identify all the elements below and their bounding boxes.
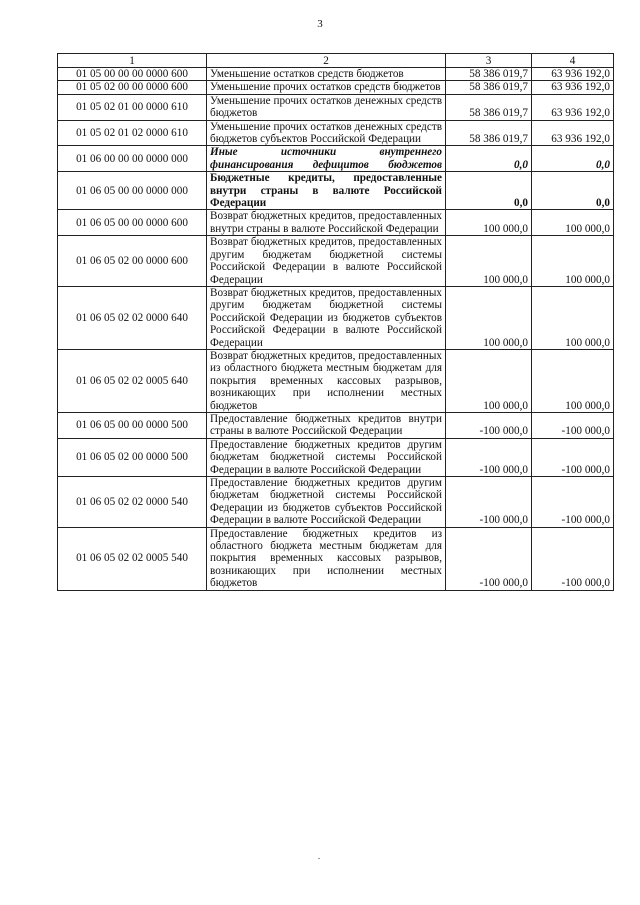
table-row (58, 210, 614, 236)
row-value-col3: 58 386 019,7 (446, 94, 532, 120)
budget-sources-table (57, 53, 614, 591)
row-code: 01 05 02 01 00 0000 610 (58, 94, 207, 120)
row-value-col3: 58 386 019,7 (446, 68, 532, 81)
table-row (58, 477, 614, 528)
row-value-col3: 58 386 019,7 (446, 81, 532, 94)
row-value-col4: 100 000,0 (532, 236, 614, 287)
header-col-2: 2 (207, 54, 446, 68)
row-value-col3: 100 000,0 (446, 286, 532, 349)
row-name: Уменьшение остатков средств бюджетов (207, 68, 446, 81)
row-name: Предоставление бюджетных кредитов другим бюджетам бюджетной системы Российской Федерации в валюте Российской Федерации (207, 438, 446, 476)
row-code: 01 06 05 00 00 0000 500 (58, 412, 207, 438)
row-code: 01 06 05 00 00 0000 000 (58, 172, 207, 210)
row-code: 01 06 05 02 02 0000 540 (58, 477, 207, 528)
row-name: Возврат бюджетных кредитов, предоставленных внутри страны в валюте Российской Федерации (207, 210, 446, 236)
row-value-col3: 100 000,0 (446, 349, 532, 412)
table-row (58, 172, 614, 210)
table-row (58, 527, 614, 590)
row-value-col3: -100 000,0 (446, 412, 532, 438)
row-value-col3: -100 000,0 (446, 527, 532, 590)
row-value-col4: -100 000,0 (532, 438, 614, 476)
row-code: 01 06 05 02 02 0005 640 (58, 349, 207, 412)
table-row (58, 349, 614, 412)
row-value-col3: 0,0 (446, 172, 532, 210)
table-row (58, 412, 614, 438)
row-name: Возврат бюджетных кредитов, предоставленных другим бюджетам бюджетной системы Российской Федерации в валюте Российской Федерации (207, 236, 446, 287)
row-value-col4: -100 000,0 (532, 412, 614, 438)
row-value-col3: -100 000,0 (446, 438, 532, 476)
row-code: 01 06 05 02 02 0000 640 (58, 286, 207, 349)
row-value-col4: -100 000,0 (532, 527, 614, 590)
row-value-col4: 0,0 (532, 172, 614, 210)
row-code: 01 06 05 02 02 0005 540 (58, 527, 207, 590)
row-name: Возврат бюджетных кредитов, предоставленных другим бюджетам бюджетной системы Российской Федерации из бюджетов субъектов Российской Федерации в валюте Российской Федерации (207, 286, 446, 349)
header-col-1: 1 (58, 54, 207, 68)
row-value-col4: 100 000,0 (532, 210, 614, 236)
row-code: 01 05 02 01 02 0000 610 (58, 120, 207, 146)
row-name: Уменьшение прочих остатков денежных средств бюджетов субъектов Российской Федерации (207, 120, 446, 146)
header-row (58, 54, 614, 68)
row-code: 01 06 05 02 00 0000 500 (58, 438, 207, 476)
row-value-col3: 58 386 019,7 (446, 120, 532, 146)
row-code: 01 05 02 00 00 0000 600 (58, 81, 207, 94)
row-name: Предоставление бюджетных кредитов внутри страны в валюте Российской Федерации (207, 412, 446, 438)
row-value-col3: 100 000,0 (446, 210, 532, 236)
row-name: Уменьшение прочих остатков средств бюджетов (207, 81, 446, 94)
table-row (58, 120, 614, 146)
row-value-col3: 100 000,0 (446, 236, 532, 287)
row-name: Возврат бюджетных кредитов, предоставленных из областного бюджета местным бюджетам для покрытия временных кассовых разрывов, возникающих при исполнении местных бюджетов (207, 349, 446, 412)
row-value-col4: 100 000,0 (532, 286, 614, 349)
row-code: 01 06 00 00 00 0000 000 (58, 146, 207, 172)
row-value-col4: -100 000,0 (532, 477, 614, 528)
row-name: Предоставление бюджетных кредитов другим бюджетам бюджетной системы Российской Федерации из бюджетов субъектов Российской Федерации в валюте Российской Федерации (207, 477, 446, 528)
table-row (58, 94, 614, 120)
row-value-col3: 0,0 (446, 146, 532, 172)
row-value-col4: 63 936 192,0 (532, 68, 614, 81)
row-code: 01 06 05 00 00 0000 600 (58, 210, 207, 236)
row-value-col4: 100 000,0 (532, 349, 614, 412)
row-name: Уменьшение прочих остатков денежных средств бюджетов (207, 94, 446, 120)
table-body (58, 68, 614, 591)
row-value-col3: -100 000,0 (446, 477, 532, 528)
table-row (58, 68, 614, 81)
row-name: Иные источники внутреннего финансирования дефицитов бюджетов (207, 146, 446, 172)
row-value-col4: 0,0 (532, 146, 614, 172)
header-col-3: 3 (446, 54, 532, 68)
scan-speck (318, 858, 320, 859)
row-value-col4: 63 936 192,0 (532, 120, 614, 146)
row-name: Бюджетные кредиты, предоставленные внутри страны в валюте Российской Федерации (207, 172, 446, 210)
table-row (58, 236, 614, 287)
row-value-col4: 63 936 192,0 (532, 94, 614, 120)
row-code: 01 05 00 00 00 0000 600 (58, 68, 207, 81)
header-col-4: 4 (532, 54, 614, 68)
table-row (58, 146, 614, 172)
page-number: 3 (317, 18, 323, 30)
row-name: Предоставление бюджетных кредитов из областного бюджета местным бюджетам для покрытия временных кассовых разрывов, возникающих при исполнении местных бюджетов (207, 527, 446, 590)
table-row (58, 286, 614, 349)
row-value-col4: 63 936 192,0 (532, 81, 614, 94)
table-row (58, 81, 614, 94)
row-code: 01 06 05 02 00 0000 600 (58, 236, 207, 287)
table-row (58, 438, 614, 476)
